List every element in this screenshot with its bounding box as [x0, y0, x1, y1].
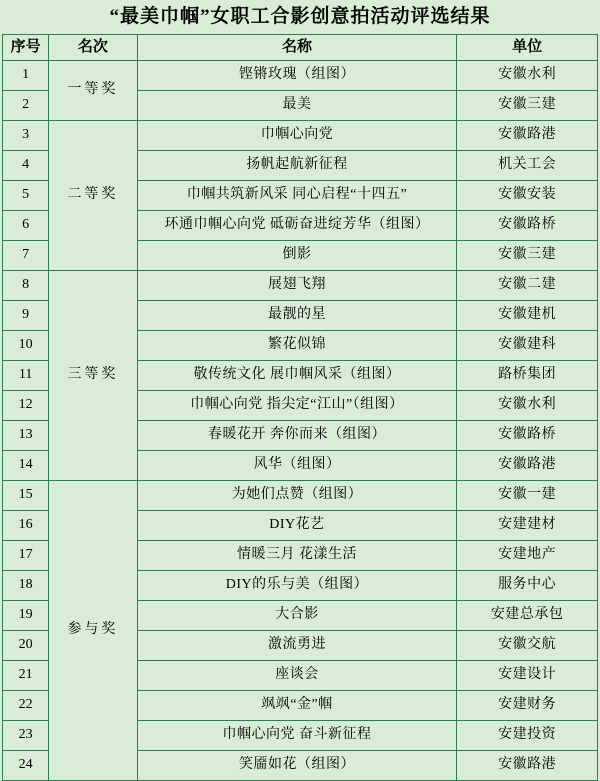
cell-index: 17 — [3, 540, 49, 570]
cell-index: 24 — [3, 750, 49, 780]
cell-name: 繁花似锦 — [137, 330, 457, 360]
cell-unit: 路桥集团 — [457, 360, 598, 390]
cell-name: 巾帼心向党 奋斗新征程 — [137, 720, 457, 750]
cell-name: 敬传统文化 展巾帼风采（组图） — [137, 360, 457, 390]
cell-name: DIY花艺 — [137, 510, 457, 540]
table-header — [3, 34, 598, 60]
cell-index: 15 — [3, 480, 49, 510]
cell-unit: 安徽水利 — [457, 60, 598, 90]
cell-name: 巾帼心向党 — [137, 120, 457, 150]
cell-unit: 安建投资 — [457, 720, 598, 750]
cell-unit: 安徽路港 — [457, 450, 598, 480]
table-row — [3, 480, 598, 510]
cell-index: 14 — [3, 450, 49, 480]
cell-index: 3 — [3, 120, 49, 150]
cell-unit: 安徽安装 — [457, 180, 598, 210]
cell-name: 座谈会 — [137, 660, 457, 690]
cell-index: 2 — [3, 90, 49, 120]
cell-index: 9 — [3, 300, 49, 330]
cell-name: 激流勇进 — [137, 630, 457, 660]
cell-index: 18 — [3, 570, 49, 600]
cell-index: 13 — [3, 420, 49, 450]
cell-index: 19 — [3, 600, 49, 630]
cell-name: 情暖三月 花漾生活 — [137, 540, 457, 570]
cell-unit: 服务中心 — [457, 570, 598, 600]
cell-name: 为她们点赞（组图） — [137, 480, 457, 510]
cell-index: 16 — [3, 510, 49, 540]
cell-unit: 安徽交航 — [457, 630, 598, 660]
award-results-table — [2, 34, 598, 781]
cell-name: 春暖花开 奔你而来（组图） — [137, 420, 457, 450]
cell-unit: 安建设计 — [457, 660, 598, 690]
cell-index: 10 — [3, 330, 49, 360]
cell-unit: 安徽三建 — [457, 240, 598, 270]
cell-rank-group: 三等奖 — [49, 270, 137, 480]
cell-index: 7 — [3, 240, 49, 270]
cell-name: 倒影 — [137, 240, 457, 270]
cell-name: 笑靥如花（组图） — [137, 750, 457, 780]
cell-index: 12 — [3, 390, 49, 420]
table-row — [3, 60, 598, 90]
cell-name: 扬帆起航新征程 — [137, 150, 457, 180]
cell-name: 环通巾帼心向党 砥砺奋进绽芳华（组图） — [137, 210, 457, 240]
table-header-row — [3, 34, 598, 60]
cell-index: 11 — [3, 360, 49, 390]
cell-name: 巾帼心向党 指尖定“江山”（组图） — [137, 390, 457, 420]
cell-rank-group: 参与奖 — [49, 480, 137, 780]
cell-index: 8 — [3, 270, 49, 300]
cell-name: 展翅飞翔 — [137, 270, 457, 300]
cell-name: 大合影 — [137, 600, 457, 630]
cell-name: 风华（组图） — [137, 450, 457, 480]
cell-index: 1 — [3, 60, 49, 90]
cell-index: 21 — [3, 660, 49, 690]
cell-unit: 安徽三建 — [457, 90, 598, 120]
column-header-unit: 单位 — [457, 34, 598, 60]
cell-unit: 安建地产 — [457, 540, 598, 570]
cell-index: 23 — [3, 720, 49, 750]
column-header-rank: 名次 — [49, 34, 137, 60]
cell-name: 最靓的星 — [137, 300, 457, 330]
cell-name: 巾帼共筑新风采 同心启程“十四五” — [137, 180, 457, 210]
page-title: “最美巾帼”女职工合影创意拍活动评选结果 — [109, 6, 491, 27]
cell-index: 20 — [3, 630, 49, 660]
cell-index: 22 — [3, 690, 49, 720]
cell-name: DIY的乐与美（组图） — [137, 570, 457, 600]
cell-name: 飒飒“金”帼 — [137, 690, 457, 720]
cell-index: 6 — [3, 210, 49, 240]
cell-index: 5 — [3, 180, 49, 210]
cell-unit: 安徽建科 — [457, 330, 598, 360]
table-row — [3, 270, 598, 300]
cell-unit: 安徽路港 — [457, 750, 598, 780]
cell-unit: 安建建材 — [457, 510, 598, 540]
table-row — [3, 120, 598, 150]
cell-unit: 安徽路桥 — [457, 210, 598, 240]
cell-unit: 安徽二建 — [457, 270, 598, 300]
cell-rank-group: 一等奖 — [49, 60, 137, 120]
column-header-index: 序号 — [3, 34, 49, 60]
cell-name: 最美 — [137, 90, 457, 120]
cell-unit: 安徽路桥 — [457, 420, 598, 450]
cell-unit: 机关工会 — [457, 150, 598, 180]
cell-unit: 安建财务 — [457, 690, 598, 720]
cell-rank-group: 二等奖 — [49, 120, 137, 270]
column-header-name: 名称 — [137, 34, 457, 60]
cell-unit: 安徽建机 — [457, 300, 598, 330]
cell-unit: 安徽路港 — [457, 120, 598, 150]
cell-unit: 安徽水利 — [457, 390, 598, 420]
cell-unit: 安建总承包 — [457, 600, 598, 630]
cell-name: 铿锵玫瑰（组图） — [137, 60, 457, 90]
cell-index: 4 — [3, 150, 49, 180]
cell-unit: 安徽一建 — [457, 480, 598, 510]
table-body — [3, 60, 598, 780]
